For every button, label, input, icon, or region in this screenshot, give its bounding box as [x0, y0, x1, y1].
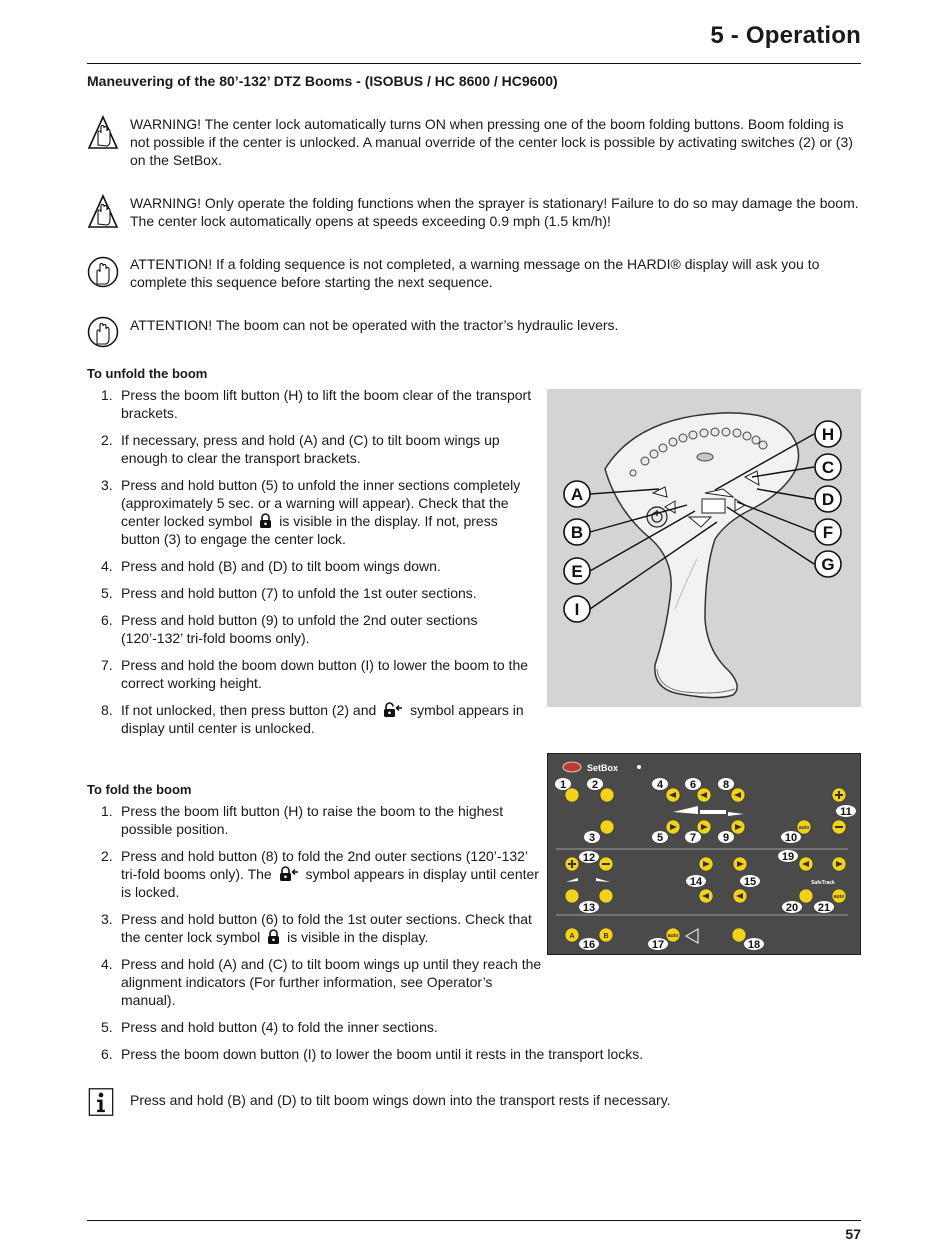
setbox-btn-a: A	[569, 933, 575, 940]
svg-text:6: 6	[689, 779, 697, 791]
unfold-heading: To unfold the boom	[87, 366, 208, 381]
list-item: 6. Press and hold button (9) to unfold the 2nd outer sections (120’-132’ tri-fold booms only).	[101, 612, 478, 646]
header-rule	[87, 63, 861, 64]
lock-closed-arrow-icon	[279, 866, 299, 881]
svg-text:5: 5	[656, 832, 664, 844]
svg-text:auto: auto	[798, 825, 810, 831]
list-item: 1. Press the boom lift button (H) to lift the boom clear of the transport brackets.	[101, 387, 532, 421]
svg-text:2: 2	[591, 779, 599, 791]
svg-text:14: 14	[689, 876, 703, 888]
hardi-logo	[563, 762, 581, 772]
svg-text:3: 3	[588, 832, 596, 844]
setbox-label-20	[782, 901, 802, 914]
list-item: 6. Press the boom down button (I) to lower the boom until it rests in the transport locks.	[101, 1046, 644, 1062]
list-item: 5. Press and hold button (7) to unfold the 1st outer sections.	[101, 585, 477, 601]
safetrack-label: SafeTrack	[811, 880, 835, 886]
notice-text: ATTENTION! If a folding sequence is not completed, a warning message on the HARDI® display will ask you to complete this sequence before starting the next sequence.	[130, 256, 820, 290]
callout-c	[815, 454, 841, 480]
setbox-label-4	[652, 778, 668, 791]
lock-closed-icon	[267, 929, 280, 944]
setbox-label-6	[685, 778, 701, 791]
list-item: 4. Press and hold (B) and (D) to tilt boom wings down.	[101, 558, 441, 574]
setbox-label-12	[579, 851, 599, 864]
svg-text:10: 10	[784, 832, 798, 844]
notice-text: WARNING! Only operate the folding functions when the sprayer is stationary! Failure to do so may damage the boom. The center lock automatically opens at speeds exceeding 0.9 mph (1.5 km/h)!	[130, 195, 859, 229]
lock-open-icon	[383, 702, 403, 717]
svg-text:9: 9	[722, 832, 730, 844]
chapter-title: 5 - Operation	[710, 22, 861, 49]
setbox-label-7	[685, 831, 701, 844]
setbox-label-5	[652, 831, 668, 844]
info-note-text: Press and hold (B) and (D) to tilt boom wings down into the transport rests if necessary.	[130, 1092, 671, 1108]
setbox-label-3	[584, 831, 600, 844]
svg-text:7: 7	[689, 832, 697, 844]
svg-text:E: E	[571, 562, 583, 581]
callout-f	[815, 519, 841, 545]
page-number: 57	[845, 1226, 861, 1242]
svg-text:H: H	[821, 425, 835, 444]
setbox-label-9	[718, 831, 734, 844]
attention-hand-icon	[87, 315, 119, 351]
joystick-handle-figure	[547, 389, 861, 707]
setbox-label-14	[686, 875, 706, 888]
list-item: 7. Press and hold the boom down button (I) to lower the boom to the correct working height.	[101, 657, 529, 691]
fold-heading: To fold the boom	[87, 782, 192, 797]
warning-notice-2	[87, 194, 861, 230]
info-note	[87, 1088, 861, 1109]
svg-text:1: 1	[559, 779, 567, 791]
list-item: 8. If not unlocked, then press button (2) and symbol appears in display until center is unlocked.	[101, 702, 524, 736]
list-item: 3. Press and hold button (6) to fold the 1st outer sections. Check that the center lock symbol is visible in the display.	[101, 911, 532, 945]
svg-text:18: 18	[747, 939, 761, 951]
svg-text:C: C	[821, 458, 835, 477]
svg-text:auto: auto	[833, 894, 845, 900]
unfold-steps	[87, 386, 539, 746]
warning-hand-icon	[87, 115, 119, 151]
list-item: 2. If necessary, press and hold (A) and (C) to tilt boom wings up enough to clear the transport brackets.	[101, 432, 500, 466]
svg-text:16: 16	[582, 939, 596, 951]
svg-text:21: 21	[817, 902, 831, 914]
setbox-label-19	[778, 850, 798, 863]
setbox-title: SetBox	[587, 763, 619, 773]
setbox-figure	[547, 753, 861, 955]
callout-g	[815, 551, 841, 577]
svg-text:A: A	[570, 485, 584, 504]
svg-text:17: 17	[651, 939, 665, 951]
setbox-label-21	[814, 901, 834, 914]
list-item: 2. Press and hold button (8) to fold the 2nd outer sections (120’-132’ tri-fold booms only). The symbol appears in display until center is locked.	[101, 848, 539, 900]
setbox-label-10	[781, 831, 801, 844]
list-item: 5. Press and hold button (4) to fold the inner sections.	[101, 1019, 438, 1035]
lock-closed-icon	[259, 513, 272, 528]
callout-b	[564, 519, 590, 545]
svg-text:8: 8	[722, 779, 730, 791]
section-heading: Maneuvering of the 80’-132’ DTZ Booms - (ISOBUS / HC 8600 / HC9600)	[87, 73, 558, 89]
svg-text:G: G	[821, 555, 835, 574]
svg-text:12: 12	[582, 852, 596, 864]
svg-text:auto: auto	[667, 933, 679, 939]
svg-text:F: F	[822, 523, 834, 542]
footer-rule	[87, 1220, 861, 1221]
notice-text: WARNING! The center lock automatically turns ON when pressing one of the boom folding buttons. Boom folding is not possible if the center is unlocked. A manual override of the center lock is possible by activating switches (2) or (3) on the SetBox.	[130, 116, 853, 168]
setbox-label-17	[648, 938, 668, 951]
svg-text:I: I	[574, 600, 580, 619]
warning-hand-icon	[87, 194, 119, 230]
callout-a	[564, 481, 590, 507]
svg-text:19: 19	[781, 851, 795, 863]
list-item: 3. Press and hold button (5) to unfold the inner sections completely (approximately 5 sec. or a warning will appear). Check that the center locked symbol is visible in the display. If not, press button (3) to engage the center lock.	[101, 477, 521, 547]
callout-i	[564, 596, 590, 622]
svg-text:B: B	[570, 523, 584, 542]
list-item: 1. Press the boom lift button (H) to raise the boom to the highest possible position.	[101, 803, 504, 837]
warning-notice-1	[87, 115, 861, 169]
info-icon	[87, 1088, 115, 1116]
attention-hand-icon	[87, 255, 119, 291]
svg-text:13: 13	[582, 902, 596, 914]
notice-text: ATTENTION! The boom can not be operated with the tractor’s hydraulic levers.	[130, 317, 619, 333]
setbox-label-15	[740, 875, 760, 888]
svg-text:11: 11	[840, 806, 852, 818]
callout-d	[815, 486, 841, 512]
setbox-label-18	[744, 938, 764, 951]
svg-text:20: 20	[785, 902, 799, 914]
callout-e	[564, 558, 590, 584]
setbox-label-11	[836, 805, 856, 818]
setbox-label-8	[718, 778, 734, 791]
setbox-label-13	[579, 901, 599, 914]
attention-notice-2	[87, 315, 861, 334]
setbox-btn-b: B	[603, 933, 609, 940]
attention-notice-1	[87, 255, 861, 291]
callout-h	[815, 421, 841, 447]
setbox-label-2	[587, 778, 603, 791]
setbox-label-16	[579, 938, 599, 951]
list-item: 4. Press and hold (A) and (C) to tilt boom wings up until they reach the alignment indicators (For further information, see Operator’s manual).	[101, 956, 542, 1008]
svg-text:15: 15	[743, 876, 757, 888]
svg-text:D: D	[821, 490, 835, 509]
svg-text:4: 4	[656, 779, 664, 791]
